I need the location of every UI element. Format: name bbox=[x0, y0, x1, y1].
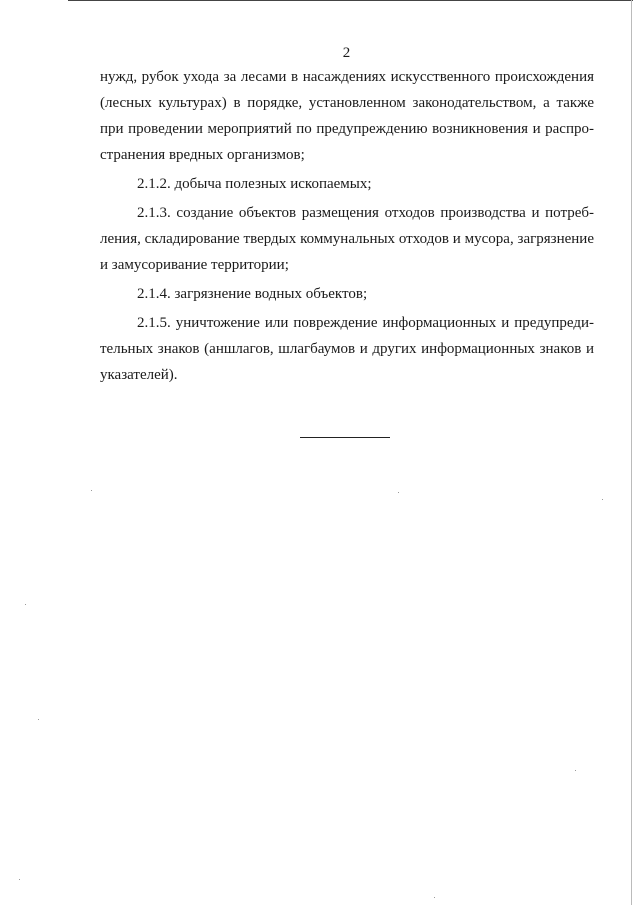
text-line: ления, складирование твердых коммунальных отходов и мусора, загрязнение bbox=[100, 231, 594, 247]
text-line: при проведении мероприятий по предупреждению возникновения и распро- bbox=[100, 121, 594, 137]
item-2-1-2 bbox=[100, 171, 594, 197]
text-line: нужд, рубок ухода за лесами в насаждениях искусственного происхождения bbox=[100, 69, 594, 85]
text-line: 2.1.4. загрязнение водных объектов; bbox=[137, 286, 368, 302]
item-2-1-4 bbox=[100, 281, 594, 307]
text-line: и замусоривание территории; bbox=[100, 257, 289, 273]
scan-speck bbox=[91, 490, 92, 491]
item-2-1-3 bbox=[100, 200, 594, 278]
scan-speck bbox=[575, 770, 576, 771]
scan-speck bbox=[19, 879, 20, 880]
item-2-1-5 bbox=[100, 310, 594, 388]
text-line: 2.1.3. создание объектов размещения отходов производства и потреб- bbox=[137, 205, 594, 221]
end-of-text-rule bbox=[300, 437, 390, 438]
scan-speck bbox=[25, 604, 26, 605]
page-number: 2 bbox=[342, 45, 351, 61]
document-body bbox=[100, 64, 594, 391]
text-line: странения вредных организмов; bbox=[100, 147, 305, 163]
scan-edge-right bbox=[631, 0, 632, 905]
scan-speck bbox=[38, 719, 39, 720]
scan-speck bbox=[602, 499, 603, 500]
scan-speck bbox=[434, 897, 435, 898]
paragraph-continuation bbox=[100, 64, 594, 168]
text-line: 2.1.2. добыча полезных ископаемых; bbox=[137, 176, 372, 192]
text-line: указателей). bbox=[100, 367, 178, 383]
text-line: тельных знаков (аншлагов, шлагбаумов и других информационных знаков и bbox=[100, 341, 594, 357]
scan-edge-top bbox=[68, 0, 633, 1]
text-line: (лесных культурах) в порядке, установленном законодательством, а также bbox=[100, 95, 594, 111]
scan-speck bbox=[398, 492, 399, 493]
text-line: 2.1.5. уничтожение или повреждение информационных и предупреди- bbox=[137, 315, 594, 331]
